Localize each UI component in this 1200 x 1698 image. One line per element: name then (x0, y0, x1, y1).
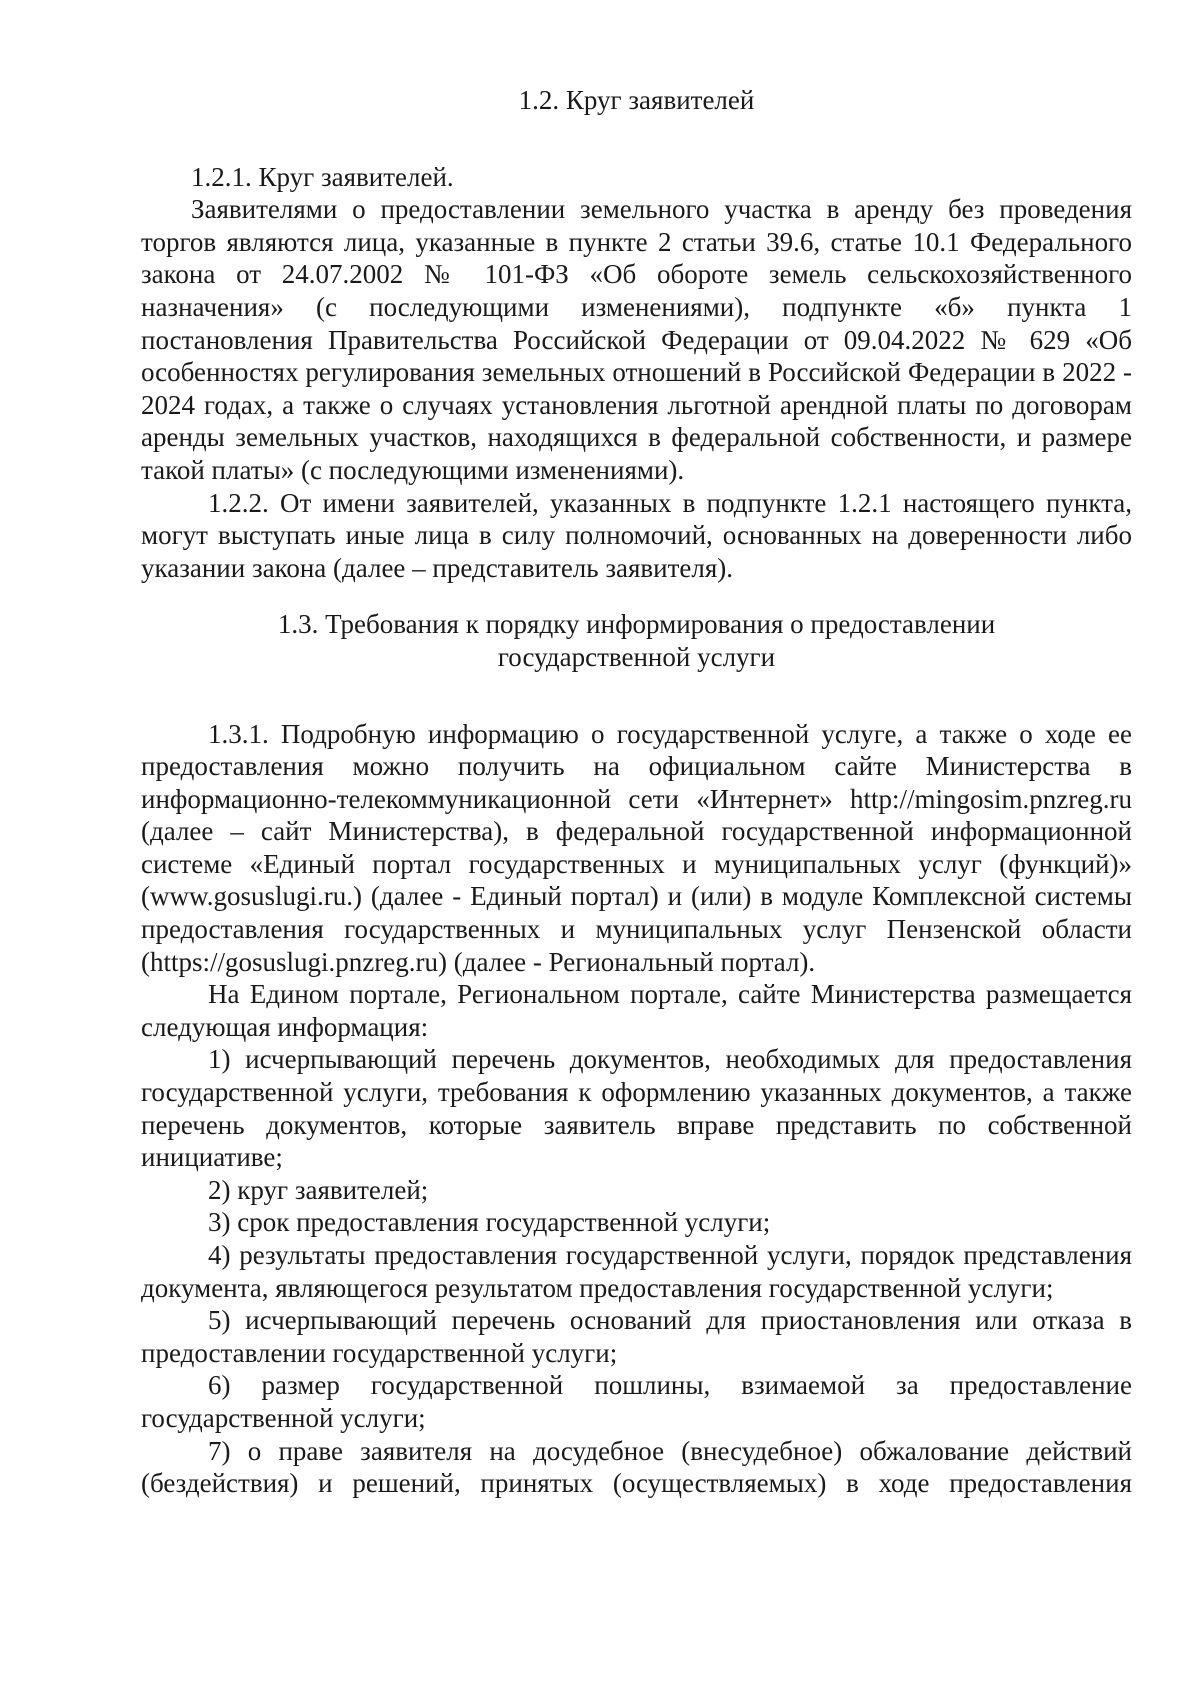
list-item-3: 3) срок предоставления государственной услуги; (208, 1207, 771, 1238)
paragraph-1-3-1: 1.3.1. Подробную информацию о государственной услуге, а также о ходе ее предоставления можно получить на официальном сайте Министерства в информационно-телекоммуникационной сети «Интернет» http://mingosim.pnzreg.ru (далее – сайт Министерства), в федеральной государственной информационной системе «Единый портал государственных и муниципальных услуг (функций)» (www.gosuslugi.ru.) (далее - Единый портал) и (или) в модуле Комплексной системы предоставления государственных и муниципальных услуг Пензенской области (https://gosuslugi.pnzreg.ru) (далее - Региональный портал). (141, 718, 1132, 977)
list-item-2: 2) круг заявителей; (208, 1174, 429, 1205)
paragraph-portal-info: На Едином портале, Региональном портале, сайте Министерства размещается следующая информация: (141, 979, 1132, 1042)
document-page (141, 84, 1132, 1500)
section-heading-1-2: 1.2. Круг заявителей (518, 85, 755, 115)
paragraph-applicants: Заявителями о предоставлении земельного участка в аренду без проведения торгов являются лица, указанные в пункте 2 статьи 39.6, статье 10.1 Федерального закона от 24.07.2002 № 101-ФЗ «Об обороте земель сельскохозяйственного назначения» (с последующими изменениями), подпункте «б» пункта 1 постановления Правительства Российской Федерации от 09.04.2022 № 629 «Об особенностях регулирования земельных отношений в Российской Федерации в 2022 - 2024 годах, а также о случаях установления льготной арендной платы по договорам аренды земельных участков, находящихся в федеральной собственности, и размере такой платы» (с последующими изменениями). (141, 194, 1132, 485)
list-item-6: 6) размер государственной пошлины, взимаемой за предоставление государственной услуги; (141, 1370, 1132, 1433)
section-heading-1-3 (141, 608, 1132, 673)
list-item-1: 1) исчерпывающий перечень документов, необходимых для предоставления государственной услуги, требования к оформлению указанных документов, а также перечень документов, которые заявитель вправе представить по собственной инициативе; (141, 1044, 1132, 1173)
list-item-5: 5) исчерпывающий перечень оснований для приостановления или отказа в предоставлении государственной услуги; (141, 1305, 1132, 1368)
paragraph-1-2-1-title: 1.2.1. Круг заявителей. (191, 161, 454, 192)
list-item-7: 7) о праве заявителя на досудебное (внесудебное) обжалование действий (бездействия) и решений, принятых (осуществляемых) в ходе предоставления (141, 1435, 1132, 1499)
section-heading-1-3-line2: государственной услуги (497, 641, 776, 672)
list-item-4: 4) результаты предоставления государственной услуги, порядок представления документа, являющегося результатом предоставления государственной услуги; (141, 1240, 1132, 1303)
paragraph-1-2-2: 1.2.2. От имени заявителей, указанных в подпункте 1.2.1 настоящего пункта, могут выступать иные лица в силу полномочий, основанных на доверенности либо указании закона (далее – представитель заявителя). (141, 487, 1132, 583)
section-heading-1-3-line1: 1.3. Требования к порядку информирования о предоставлении (277, 609, 996, 640)
